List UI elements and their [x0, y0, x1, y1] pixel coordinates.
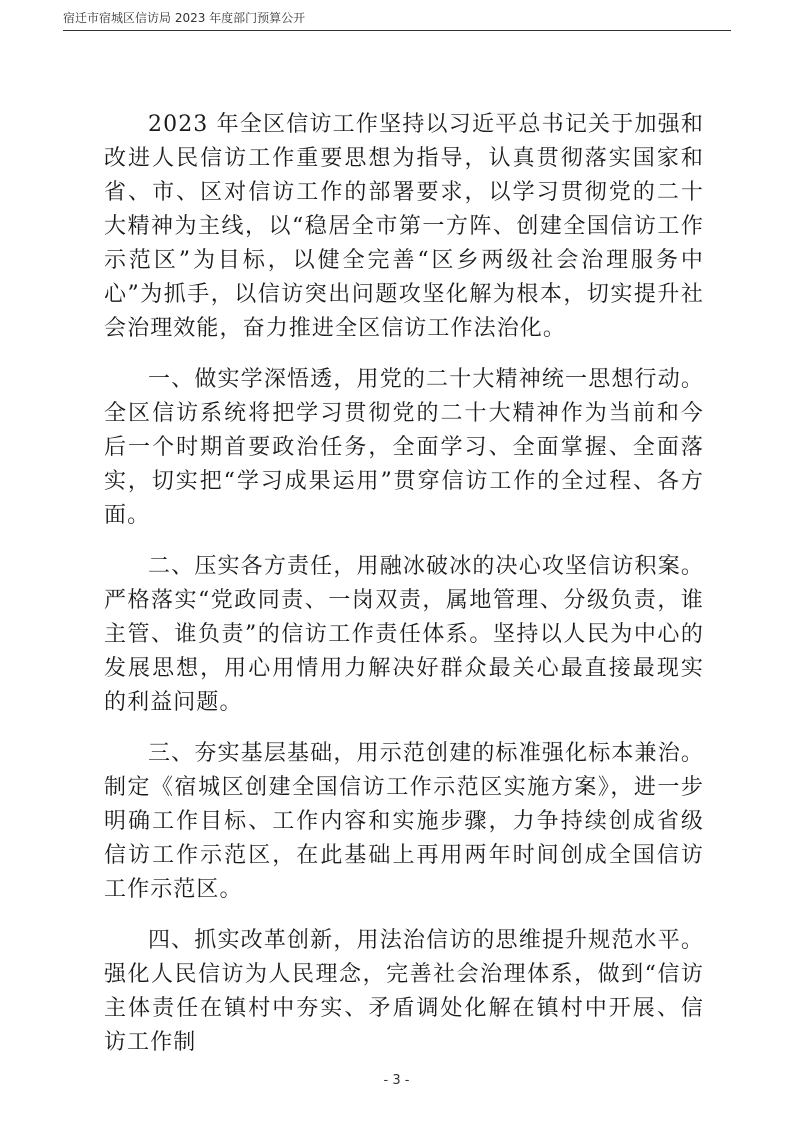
paragraph-section-3: 三、夯实基层基础，用示范创建的标准强化标本兼治。制定《宿城区创建全国信访工作示范区实施方案》，进一步明确工作目标、工作内容和实施步骤，力争持续创成省级信访工作示范区，在此基础上再用两年时间创成全国信访工作示范区。	[104, 741, 704, 902]
page-header	[63, 8, 731, 31]
page-number: - 3 -	[383, 1073, 410, 1088]
paragraph-section-1: 一、做实学深悟透，用党的二十大精神统一思想行动。全区信访系统将把学习贯彻党的二十大精神作为当前和今后一个时期首要政治任务，全面学习、全面掌握、全面落实，切实把“学习成果运用”贯穿信访工作的全过程、各方面。	[104, 367, 704, 528]
paragraph-intro: 2023 年全区信访工作坚持以习近平总书记关于加强和改进人民信访工作重要思想为指导，认真贯彻落实国家和省、市、区对信访工作的部署要求，以学习贯彻党的二十大精神为主线，以“稳居全市第一方阵、创建全国信访工作示范区”为目标，以健全完善“区乡两级社会治理服务中心”为抓手，以信访突出问题攻坚化解为根本，切实提升社会治理效能，奋力推进全区信访工作法治化。	[104, 112, 704, 341]
header-title: 宿迁市宿城区信访局 2023 年度部门预算公开	[63, 11, 306, 25]
paragraph-section-2: 二、压实各方责任，用融冰破冰的决心攻坚信访积案。严格落实“党政同责、一岗双责，属地管理、分级负责，谁主管、谁负责”的信访工作责任体系。坚持以人民为中心的发展思想，用心用情用力解决好群众最关心最直接最现实的利益问题。	[104, 554, 704, 715]
paragraph-section-4: 四、抓实改革创新，用法治信访的思维提升规范水平。强化人民信访为人民理念，完善社会治理体系，做到“信访主体责任在镇村中夯实、矛盾调处化解在镇村中开展、信访工作制	[104, 928, 704, 1055]
document-body	[104, 108, 704, 1077]
